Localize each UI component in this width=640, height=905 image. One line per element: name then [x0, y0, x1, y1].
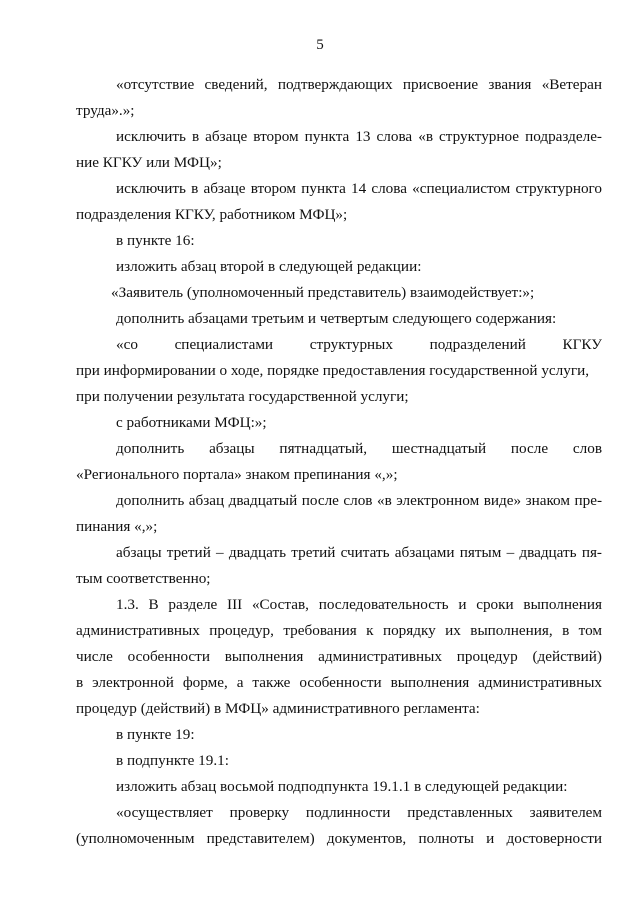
text-line: ние КГКУ или МФЦ»; [76, 154, 222, 171]
text-line: «осуществляет проверку подлинности представленных заявителем [116, 804, 602, 821]
text-line: в пункте 16: [116, 232, 195, 249]
text-line: числе особенности выполнения административных процедур (действий) [76, 648, 602, 665]
page-number: 5 [316, 37, 324, 53]
text-line: изложить абзац восьмой подподпункта 19.1.1 в следующей редакции: [116, 778, 568, 795]
text-line: тым соответственно; [76, 570, 211, 587]
text-line: с работниками МФЦ:»; [116, 414, 267, 431]
text-line: в электронной форме, а также особенности выполнения административных [76, 674, 602, 691]
text-line: в подпункте 19.1: [116, 752, 229, 769]
text-line: «Заявитель (уполномоченный представитель) взаимодействует:»; [111, 284, 535, 301]
text-line: при получении результата государственной услуги; [76, 388, 409, 405]
text-line: дополнить абзац двадцатый после слов «в электронном виде» знаком пре- [116, 492, 602, 509]
text-line: дополнить абзацами третьим и четвертым следующего содержания: [116, 310, 557, 327]
text-line: при информировании о ходе, порядке предоставления государственной услуги, [76, 362, 589, 379]
text-line: труда».»; [76, 102, 135, 119]
text-line: «со специалистами структурных подразделений КГКУ [116, 336, 602, 353]
text-line: исключить в абзаце втором пункта 14 слова «специалистом структурного [116, 180, 602, 197]
text-line: абзацы третий – двадцать третий считать абзацами пятым – двадцать пя- [116, 544, 602, 561]
text-line: в пункте 19: [116, 726, 195, 743]
text-line: изложить абзац второй в следующей редакции: [116, 258, 422, 275]
text-line: административных процедур, требования к порядку их выполнения, в том [76, 622, 602, 639]
text-line: процедур (действий) в МФЦ» административного регламента: [76, 700, 480, 717]
text-line: «Регионального портала» знаком препинания «,»; [76, 466, 398, 483]
text-line: пинания «,»; [76, 518, 158, 535]
text-line: 1.3. В разделе III «Состав, последовательность и сроки выполнения [116, 596, 602, 613]
text-line: исключить в абзаце втором пункта 13 слова «в структурное подразделе- [116, 128, 602, 145]
text-line: дополнить абзацы пятнадцатый, шестнадцатый после слов [116, 440, 602, 457]
text-line: подразделения КГКУ, работником МФЦ»; [76, 206, 348, 223]
text-line: «отсутствие сведений, подтверждающих присвоение звания «Ветеран [116, 76, 602, 93]
text-line: (уполномоченным представителем) документов, полноты и достоверности [76, 830, 602, 847]
